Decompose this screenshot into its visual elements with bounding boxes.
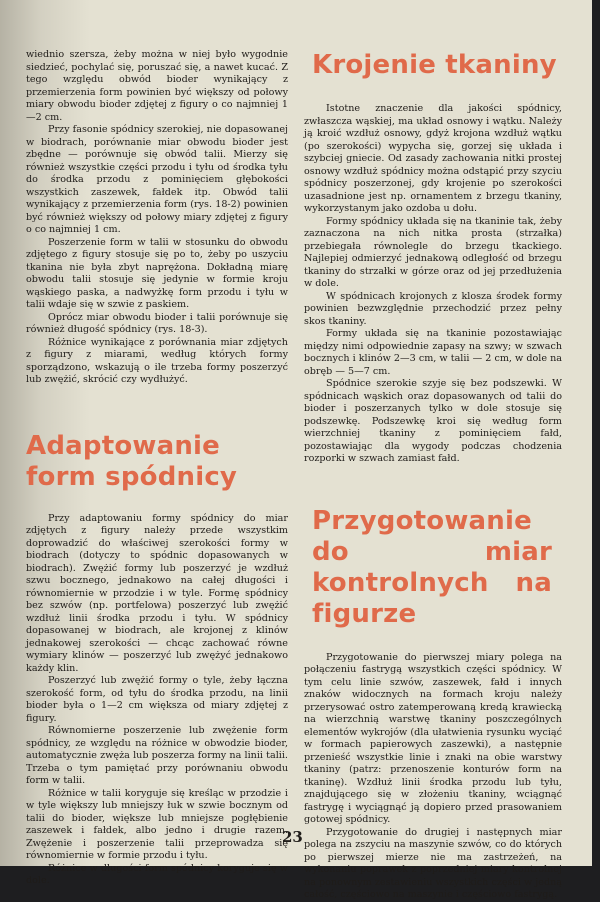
left-column <box>26 0 288 888</box>
paragraph: wiednio szersza, żeby można w niej było wygodnie siedzieć, pochylać się, poruszać się, a nawet kucać. Z tego względu obwód bioder wynikający z przemierzenia form powinien być większy od połowy miary obwodu bioder zdjętej z figury o co najmniej 1—2 cm. <box>26 49 288 123</box>
section-heading-adaptowanie: Adaptowanie form spódnicy <box>26 430 238 492</box>
paragraph: Przy fasonie spódnicy szerokiej, nie dopasowanej w biodrach, porównanie miar obwodu bioder jest zbędne — porównuje się obwód talii. Mierzy się również wszystkie części przodu i tyłu od środka tyłu do środka przodu z pominięciem głębokości wszystkich zaszewek, fałdek itp. Obwód talii wynikający z przemierzenia form (rys. 18-2) powinien być również większy od połowy miary zdjętej z figury o co najmniej 1 cm. <box>26 124 288 235</box>
paragraph: Różnice w długości form spódnicy koryguje się w dole. <box>26 862 288 886</box>
paragraph: Poszerzenie form w talii w stosunku do obwodu zdjętego z figury stosuje się po to, żeby po uszyciu tkanina nie była zbyt naprężona. Dokładną miarę obwodu talii stosuje się jedynie w formie kroju wąskiego paska, a nadwyżkę form przodu i tyłu w talii wdaje się w szwie z paskiem. <box>26 236 288 310</box>
paragraph: Spódnice szerokie szyje się bez podszewki. W spódnicach wąskich oraz dopasowanych od talii do bioder i poszerzanych tylko w dole stosuje się podszewkę. Podszewkę kroi się według form wierzchniej tkaniny z pominięciem fałd, pozostawiając dla wygody podczas chodzenia rozporki w szwach zamiast fałd. <box>304 378 562 464</box>
paragraph: Oprócz miar obwodu bioder i talii porównuje się również długość spódnicy (rys. 18-3). <box>26 311 288 335</box>
left-block-2 <box>26 513 288 888</box>
paragraph: Przygotowanie do drugiej i następnych miar polega na zszyciu na maszynie szwów, co do których po pierwszej mierze nie ma zastrzeżeń, na wykonaniu poprawek z poprzedniej miary kontrolnej na ponownym zestawieniu wszystkich części w jedną całość, częściowo na maszynie i częściowo fastrygą. <box>304 826 562 900</box>
paragraph: Istotne znaczenie dla jakości spódnicy, zwłaszcza wąskiej, ma układ osnowy i wątku. Należy ją kroić wzdłuż osnowy, gdyż krojona wzdłuż wątku (po szerokości) wypycha się, gorzej się układa i szybciej gniecie. Od zasady zachowania nitki prostej osnowy wzdłuż spódnicy można odstąpić przy szyciu spódnicy poszerzonej, gdy krojenie po szerokości uzasadnione jest np. ornamentem z brzegu tkaniny, wykorzystanym jako ozdoba u dołu. <box>304 103 562 214</box>
right-column <box>304 0 562 902</box>
paragraph: Przy adaptowaniu formy spódnicy do miar zdjętych z figury należy przede wszystkim doprowadzić do właściwej szerokości formy w biodrach (dotyczy to spódnic dopasowanych w biodrach). Zwężić formy lub poszerzyć je wzdłuż szwu bocznego, jednakowo na całej długości i równomiernie w przodzie i w tyle. Formę spódnicy bez szwów (np. portfelowa) poszerzyć lub zwężić wzdłuż linii środka przodu i tyłu. W spódnicy dopasowanej w biodrach, ale krojonej z klinów jednakowej szerokości — chcąc zachować równe wymiary klinów — poszerzyć lub zwężyć jednakowo każdy klin. <box>26 512 288 674</box>
paragraph: Formy spódnicy układa się na tkaninie tak, żeby zaznaczona na nich nitka prosta (strzałka) przebiegała równolegle do brzegu tkackiego. Najlepiej odmierzyć jednakową odległość od brzegu tkaniny do strzałki w górze oraz od jej przedłużenia w dole. <box>304 215 562 289</box>
section-heading-przygotowanie: Przygotowanie do miar kontrolnych na figurze <box>312 505 552 629</box>
paragraph: Poszerzyć lub zwężić formy o tyle, żeby łączna szerokość form, od tyłu do środka przodu, na linii bioder była o 1—2 cm większa od miary zdjętej z figury. <box>26 675 288 724</box>
paragraph: Formy układa się na tkaninie pozostawiając między nimi odpowiednie zapasy na szwy; w szwach bocznych i klinów 2—3 cm, w talii — 2 cm, w dole na obręb — 5—7 cm. <box>304 328 562 377</box>
paragraph: Różnice wynikające z porównania miar zdjętych z figury z miarami, według których formy sporządzono, wskazują o ile trzeba formy poszerzyć lub zwężić, skrócić czy wydłużyć. <box>26 336 288 385</box>
paragraph: Przygotowanie do pierwszej miary polega na połączeniu fastrygą wszystkich części spódnicy. W tym celu linie szwów, zaszewek, fałd i innych znaków widocznych na formach kroju należy przerysować ostro zatemperowaną kredą krawiecką na wierzchnią warstwę tkaniny poszczególnych elementów wykrojów (dla ułatwienia rysunku wyciąć w formach papierowych zaszewki), a następnie przenieść wszystkie linie i znaki na obie warstwy tkaniny (patrz: przenoszenie konturów form na tkaninę). Wzdłuż linii środka przodu lub tyłu, znajdującego się w złożeniu tkaniny, wciągnąć fastrygę i wyciągnąć ją dopiero przed prasowaniem gotowej spódnicy. <box>304 651 562 825</box>
right-block-2 <box>304 652 562 902</box>
section-heading-krojenie: Krojenie tkaniny <box>312 50 557 80</box>
right-block-1 <box>304 103 562 466</box>
paragraph: Różnice w talii koryguje się kreśląc w przodzie i w tyle większy lub mniejszy łuk w szwie bocznym od talii do bioder, większe lub mniejsze pogłębienie zaszewek i fałdek, albo jedno i drugie razem. Zwężenie i poszerzenie talii przeprowadza się równomiernie w formie przodu i tyłu. <box>26 787 288 861</box>
paragraph: W spódnicach krojonych z klosza środek formy powinien bezwzględnie przechodzić przez pełny skos tkaniny. <box>304 290 562 327</box>
page-number: 23 <box>282 828 303 846</box>
left-block-1 <box>26 49 288 387</box>
paragraph: Równomierne poszerzenie lub zwężenie form spódnicy, ze względu na różnice w obwodzie bioder, automatycznie zwęża lub poszerza formy na linii talii. Trzeba o tym pamiętać przy porównaniu obwodu form w talii. <box>26 725 288 786</box>
